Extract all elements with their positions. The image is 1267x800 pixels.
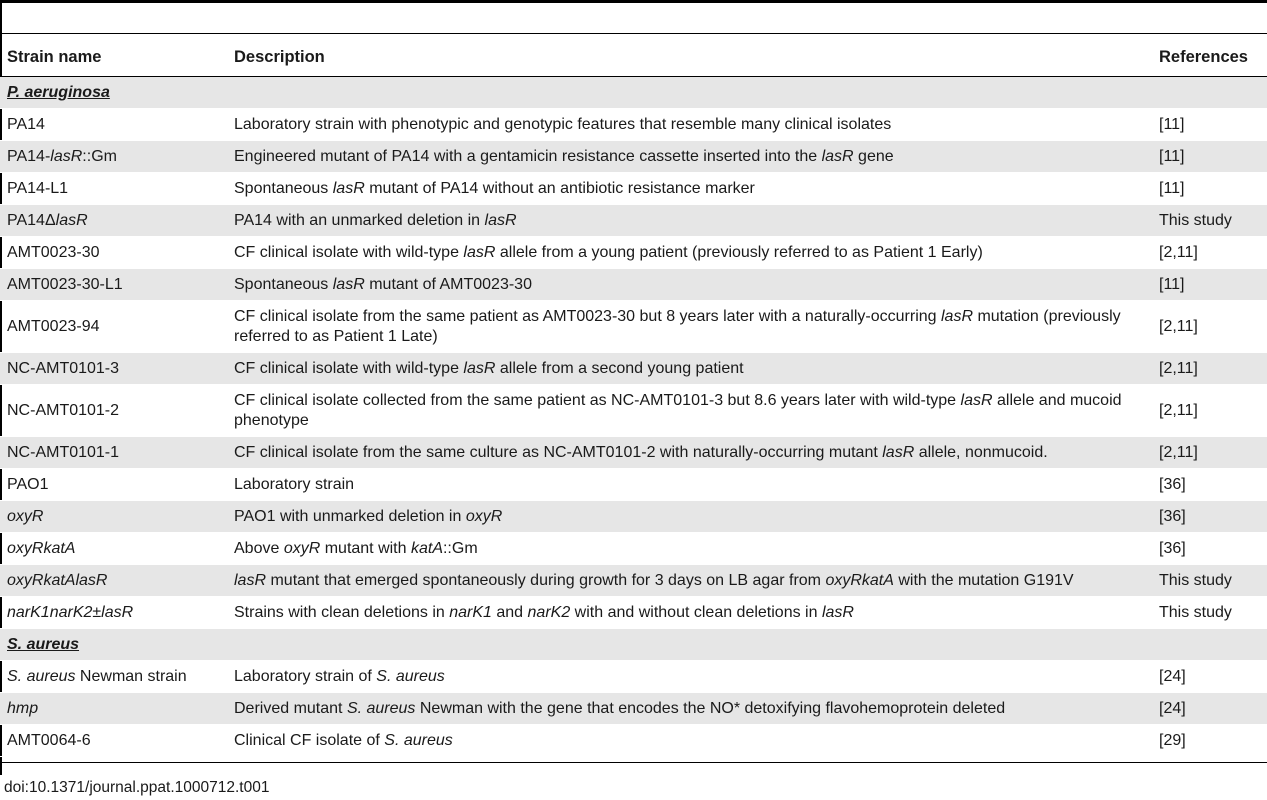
reference-cell: This study: [1159, 597, 1267, 629]
reference-cell: [24]: [1159, 661, 1267, 693]
text-run: mutant with: [320, 539, 411, 557]
strain-name-cell: [0, 353, 227, 385]
description-cell: [227, 565, 1159, 597]
text-run: and: [491, 603, 528, 621]
text-run: PA14: [7, 115, 45, 133]
text-run: Newman with the gene that encodes the NO* detoxifying flavohemoprotein deleted: [415, 699, 1006, 717]
description-cell: [227, 109, 1159, 141]
text-run: lasR: [882, 443, 915, 461]
table-row: [0, 725, 1267, 757]
description-cell: [227, 693, 1159, 725]
reference-cell: [11]: [1159, 269, 1267, 301]
reference-cell: [2,11]: [1159, 437, 1267, 469]
text-run: allele from a second young patient: [495, 359, 744, 377]
text-run: lasR: [55, 211, 88, 229]
text-run: Clinical CF isolate of: [234, 731, 385, 749]
description-cell: [227, 301, 1159, 353]
table-row: [0, 237, 1267, 269]
text-run: PA14Δ: [7, 211, 56, 229]
strain-name-cell: [0, 141, 227, 173]
table-row: [0, 437, 1267, 469]
header-description: Description: [227, 38, 1159, 77]
header-row: [0, 38, 1267, 77]
description-cell: [227, 725, 1159, 757]
text-run: lasR: [960, 391, 993, 409]
strain-name-cell: [0, 725, 227, 757]
text-run: AMT0064-6: [7, 731, 91, 749]
text-run: CF clinical isolate with wild-type: [234, 243, 464, 261]
description-cell: [227, 501, 1159, 533]
strain-name-cell: [0, 469, 227, 501]
text-run: AMT0023-30-L1: [7, 275, 123, 293]
table-top-rule: [0, 0, 1267, 3]
section-title: S. aureus: [0, 629, 1267, 661]
text-run: lasR: [332, 179, 365, 197]
description-cell: [227, 385, 1159, 437]
text-run: lasR: [234, 571, 267, 589]
strain-name-cell: [0, 565, 227, 597]
strain-name-cell: [0, 205, 227, 237]
text-run: oxyR: [283, 539, 321, 557]
table-row: [0, 661, 1267, 693]
reference-cell: This study: [1159, 565, 1267, 597]
text-run: PA14-: [7, 147, 51, 165]
text-run: Spontaneous: [234, 179, 333, 197]
text-run: Spontaneous: [234, 275, 333, 293]
text-run: lasR: [332, 275, 365, 293]
text-run: with the mutation G191V: [893, 571, 1074, 589]
text-run: lasR: [463, 243, 496, 261]
text-run: NC-AMT0101-1: [7, 443, 120, 461]
text-run: CF clinical isolate from the same patient as AMT0023-30 but 8 years later with a naturally-occurring: [234, 307, 941, 325]
strain-name-cell: [0, 661, 227, 693]
text-run: narK2: [527, 603, 571, 621]
reference-cell: [2,11]: [1159, 237, 1267, 269]
text-run: PAO1: [7, 475, 49, 493]
text-run: oxyR: [465, 507, 503, 525]
reference-cell: [29]: [1159, 725, 1267, 757]
text-run: PA14-L1: [7, 179, 69, 197]
table-row: [0, 301, 1267, 353]
text-run: mutation (previously referred to as Patient 1 Late): [234, 307, 1121, 345]
table-row: [0, 353, 1267, 385]
description-cell: [227, 597, 1159, 629]
text-run: lasR: [50, 147, 83, 165]
description-cell: [227, 141, 1159, 173]
text-run: allele from a young patient (previously referred to as Patient 1 Early): [495, 243, 983, 261]
text-run: NC-AMT0101-2: [7, 401, 120, 419]
text-run: mutant of PA14 without an antibiotic resistance marker: [364, 179, 755, 197]
text-run: S. aureus: [384, 731, 453, 749]
table-row: [0, 173, 1267, 205]
reference-cell: [2,11]: [1159, 385, 1267, 437]
strain-name-cell: [0, 301, 227, 353]
reference-cell: [11]: [1159, 173, 1267, 205]
text-run: mutant of AMT0023-30: [364, 275, 532, 293]
table-row: [0, 565, 1267, 597]
table-row: [0, 469, 1267, 501]
description-cell: [227, 205, 1159, 237]
text-run: Laboratory strain: [234, 475, 355, 493]
table-row: [0, 693, 1267, 725]
text-run: allele, nonmucoid.: [914, 443, 1048, 461]
strain-name-cell: [0, 269, 227, 301]
text-run: lasR: [940, 307, 973, 325]
text-run: narK1: [449, 603, 492, 621]
description-cell: [227, 469, 1159, 501]
text-run: ::Gm: [82, 147, 117, 165]
table-bottom-rule: [0, 762, 1267, 763]
text-run: oxyR: [7, 507, 44, 525]
strain-name-cell: [0, 693, 227, 725]
reference-cell: [11]: [1159, 109, 1267, 141]
text-run: lasR: [101, 603, 134, 621]
reference-cell: [2,11]: [1159, 301, 1267, 353]
table-row: [0, 597, 1267, 629]
text-run: gene: [853, 147, 894, 165]
description-cell: [227, 661, 1159, 693]
reference-cell: [2,11]: [1159, 353, 1267, 385]
text-run: Newman strain: [75, 667, 187, 685]
text-run: ::Gm: [442, 539, 478, 557]
text-run: lasR: [821, 603, 854, 621]
strain-name-cell: [0, 597, 227, 629]
description-cell: [227, 437, 1159, 469]
description-cell: [227, 237, 1159, 269]
text-run: mutant that emerged spontaneously during growth for 3 days on LB agar from: [266, 571, 826, 589]
text-run: S. aureus: [7, 667, 76, 685]
text-run: ±: [92, 603, 102, 621]
text-run: AMT0023-30: [7, 243, 100, 261]
text-run: katA: [410, 539, 443, 557]
strain-name-cell: [0, 437, 227, 469]
text-run: hmp: [7, 699, 39, 717]
description-cell: [227, 533, 1159, 565]
strain-name-cell: [0, 501, 227, 533]
doi-caption: doi:10.1371/journal.ppat.1000712.t001: [4, 779, 270, 796]
reference-cell: [36]: [1159, 501, 1267, 533]
table-row: [0, 501, 1267, 533]
text-run: Strains with clean deletions in: [234, 603, 450, 621]
reference-cell: This study: [1159, 205, 1267, 237]
text-run: PAO1 with unmarked deletion in: [234, 507, 466, 525]
text-run: S. aureus: [376, 667, 445, 685]
strain-name-cell: [0, 173, 227, 205]
text-run: Laboratory strain of: [234, 667, 377, 685]
description-cell: [227, 269, 1159, 301]
text-run: oxyRkatAlasR: [7, 571, 108, 589]
text-run: Above: [234, 539, 284, 557]
text-run: Laboratory strain with phenotypic and genotypic features that resemble many clinical isolates: [234, 115, 892, 133]
text-run: CF clinical isolate from the same culture as NC-AMT0101-2 with naturally-occurring mutant: [234, 443, 883, 461]
strain-name-cell: [0, 385, 227, 437]
table-row: [0, 109, 1267, 141]
header-strain-name: Strain name: [0, 38, 227, 77]
text-run: PA14 with an unmarked deletion in: [234, 211, 485, 229]
strain-name-cell: [0, 109, 227, 141]
section-row: [0, 629, 1267, 661]
text-run: allele and mucoid phenotype: [234, 391, 1122, 429]
reference-cell: [36]: [1159, 469, 1267, 501]
header-top-rule: [0, 33, 1267, 34]
strain-name-cell: [0, 533, 227, 565]
text-run: AMT0023-94: [7, 317, 100, 335]
strain-name-cell: [0, 237, 227, 269]
text-run: CF clinical isolate with wild-type: [234, 359, 464, 377]
description-cell: [227, 173, 1159, 205]
strains-table: [0, 38, 1267, 757]
text-run: lasR: [463, 359, 496, 377]
text-run: lasR: [484, 211, 517, 229]
text-run: Derived mutant: [234, 699, 347, 717]
text-run: S. aureus: [346, 699, 416, 717]
text-run: narK1narK2: [7, 603, 93, 621]
section-title: P. aeruginosa: [0, 77, 1267, 109]
header-references: References: [1159, 38, 1267, 77]
text-run: Engineered mutant of PA14 with a gentamicin resistance cassette inserted into the: [234, 147, 822, 165]
table-body: [0, 77, 1267, 757]
text-run: with and without clean deletions in: [570, 603, 822, 621]
reference-cell: [24]: [1159, 693, 1267, 725]
text-run: CF clinical isolate collected from the same patient as NC-AMT0101-3 but 8.6 years later with wild-type: [234, 391, 961, 409]
reference-cell: [36]: [1159, 533, 1267, 565]
text-run: NC-AMT0101-3: [7, 359, 120, 377]
text-run: oxyRkatA: [7, 539, 76, 557]
table-row: [0, 269, 1267, 301]
text-run: oxyRkatA: [825, 571, 894, 589]
table-row: [0, 141, 1267, 173]
text-run: lasR: [821, 147, 854, 165]
table-row: [0, 533, 1267, 565]
section-row: [0, 77, 1267, 109]
table-row: [0, 385, 1267, 437]
description-cell: [227, 353, 1159, 385]
table-row: [0, 205, 1267, 237]
reference-cell: [11]: [1159, 141, 1267, 173]
